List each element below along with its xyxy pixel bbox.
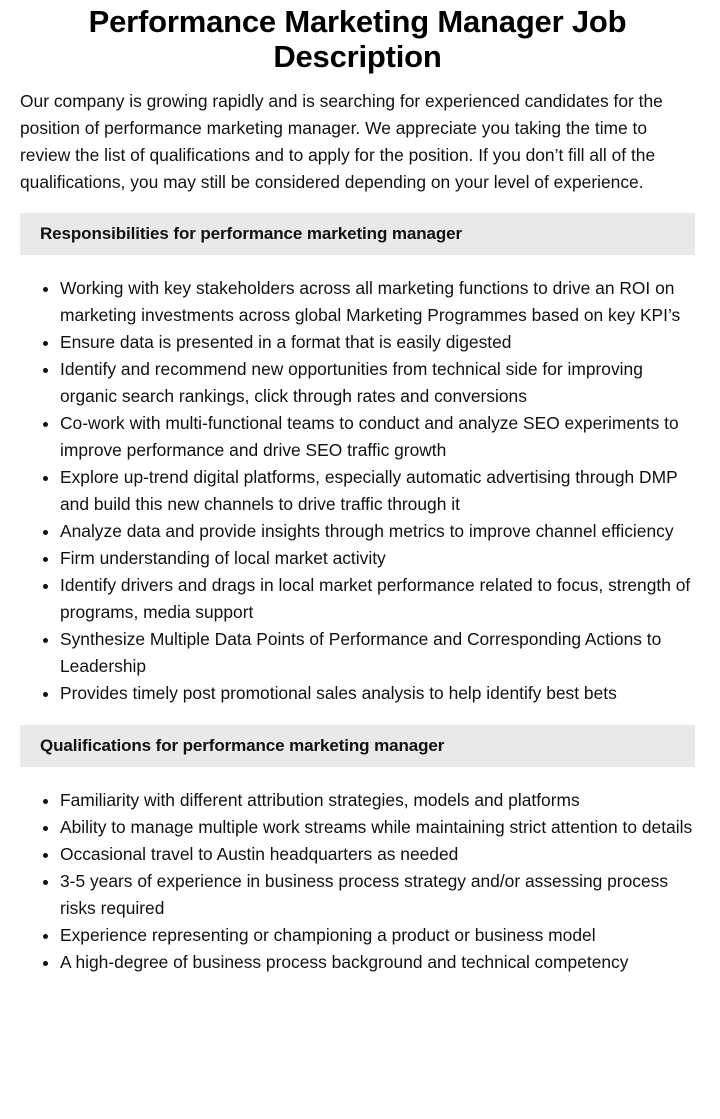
qualifications-heading: Qualifications for performance marketing manager [20, 725, 695, 767]
list-item: • Provides timely post promotional sales analysis to help identify best bets [60, 680, 695, 707]
list-item: • Co-work with multi-functional teams to conduct and analyze SEO experiments to improve performance and drive SEO traffic growth [60, 410, 695, 464]
list-item: • Identify drivers and drags in local market performance related to focus, strength of programs, media support [60, 572, 695, 626]
list-item: • A high-degree of business process background and technical competency [60, 949, 695, 976]
intro-paragraph: Our company is growing rapidly and is searching for experienced candidates for the position of performance marketing manager. We appreciate you taking the time to review the list of qualifications and to apply for the position. If you don’t fill all of the qualifications, you may still be considered depending on your level of experience. [20, 91, 663, 192]
list-item: • Identify and recommend new opportunities from technical side for improving organic search rankings, click through rates and conversions [60, 356, 695, 410]
list-item: • 3-5 years of experience in business process strategy and/or assessing process risks required [60, 868, 695, 922]
list-item: • Familiarity with different attribution strategies, models and platforms [60, 787, 695, 814]
responsibilities-heading: Responsibilities for performance marketing manager [20, 213, 695, 255]
list-item: • Working with key stakeholders across all marketing functions to drive an ROI on marketing investments across global Marketing Programmes based on key KPI’s [60, 275, 695, 329]
list-item: • Ability to manage multiple work streams while maintaining strict attention to details [60, 814, 695, 841]
responsibilities-list [20, 275, 695, 707]
list-item: • Synthesize Multiple Data Points of Performance and Corresponding Actions to Leadership [60, 626, 695, 680]
page-title: Performance Marketing Manager Job Description [88, 4, 627, 74]
list-item: • Experience representing or championing a product or business model [60, 922, 695, 949]
list-item: • Ensure data is presented in a format that is easily digested [60, 329, 695, 356]
list-item: • Analyze data and provide insights through metrics to improve channel efficiency [60, 518, 695, 545]
list-item: • Occasional travel to Austin headquarters as needed [60, 841, 695, 868]
qualifications-list [20, 787, 695, 976]
list-item: • Firm understanding of local market activity [60, 545, 695, 572]
list-item: • Explore up-trend digital platforms, especially automatic advertising through DMP and build this new channels to drive traffic through it [60, 464, 695, 518]
